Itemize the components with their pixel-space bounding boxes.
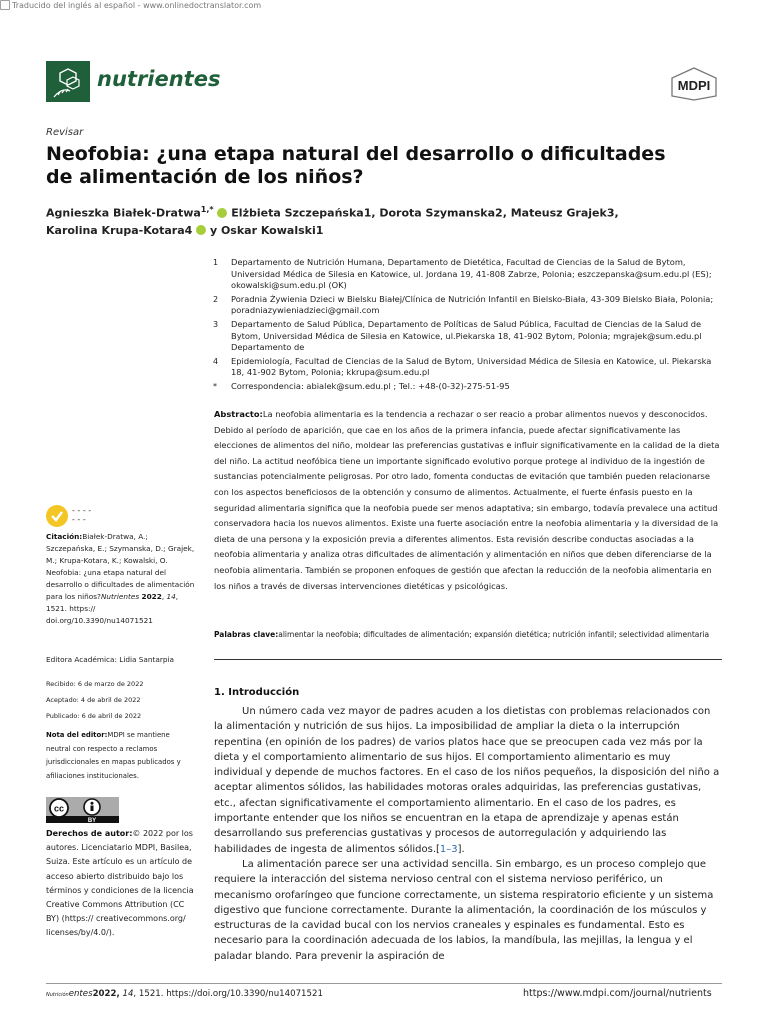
footer-year: 2022, <box>92 989 120 999</box>
editor-note <box>46 729 196 783</box>
cc-by-license-icon[interactable] <box>46 797 119 823</box>
footer-journal-small: Nutrición <box>46 992 69 998</box>
affiliation-item: 4 Epidemiología, Facultad de Ciencias de la Salud de Bytom, Universidad Médica de Silesia en Katowice, ul. Piekarska 18, 41-902 Bytom, Polonia; kkrupa@sum.edu.pl <box>213 355 712 378</box>
citation-block: Citación:Białek-Dratwa, A.; Szczepańska, E.; Szymanska, D.; Grajek, M.; Krupa-Kotara, K.; Kowalski, O. Neofobia: ¿una etapa natural del desarrollo o dificultades de alimentación para los niños?Nutrientes 2022, 14, 1521. https:// doi.org/10.3390/nu14071521 <box>46 532 195 625</box>
copyright-block <box>46 827 196 941</box>
authors <box>46 201 726 239</box>
mdpi-logo <box>666 66 722 102</box>
published-date: Publicado: 6 de abril de 2022 <box>46 712 142 720</box>
translation-banner-text: Traducido del inglés al español - www.onlinedoctranslator.com <box>12 0 262 10</box>
keywords-label: Palabras clave: <box>214 630 279 639</box>
abstract-text: La neofobia alimentaria es la tendencia a rechazar o ser reacio a probar alimentos nuevos y desconocidos. Debido al período de aparición, que cae en los años de la primera infancia, puede afectar significativamente las elecciones de alimentos del niño, moldear las preferencias gustativas e influir significativamente en la calidad de la dieta del niño. La actitud neofóbica tiene un importante significado evolutivo porque protege al individuo de la ingestión de sustancias potencialmente peligrosas. Por otro lado, fomenta conductas de evitación que también pueden relacionarse con los aspectos beneficiosos de la obtención y consumo de alimentos. Actualmente, el fuerte énfasis puesto en la seguridad alimentaria significa que la neofobia puede ser menos adaptativa; sin embargo, todavía prevalece una actitud conservadora hacia los nuevos alimentos. Existe una fuerte asociación entre la neofobia alimentaria y la diversidad de la dieta de una persona y la exposición previa a diferentes alimentos. Esta revisión describe conductas asociadas a la neofobia alimentaria y analiza otras dificultades de alimentación y alimentación en niños que deben diferenciarse de la neofobia alimentaria. También se proponen enfoques de gestión que afectan la reducción de la neofobia alimentaria en los niños a través de diversas intervenciones dietéticas y psicológicas. <box>214 409 720 591</box>
footer-volume: 14 <box>122 989 134 999</box>
affiliation-item: 2 Poradnia Żywienia Dzieci w Bielsku Białej/Clínica de Nutrición Infantil en Bielsko-Biała, 43-309 Bielsko Biała, Polonia; poradniazywieniadzieci@gmail.com <box>213 293 714 316</box>
citation-year: 2022 <box>141 592 162 601</box>
reference-link[interactable]: 1–3 <box>439 843 458 855</box>
authors-line2-rest: y Oskar Kowalski1 <box>209 223 324 237</box>
footer-journal-url[interactable]: https://www.mdpi.com/journal/nutrients <box>523 988 712 999</box>
keywords <box>214 629 724 640</box>
author-first: Agnieszka Białek-Dratwa <box>46 206 201 220</box>
cc-by-label: BY <box>87 818 97 823</box>
checkmark-icon <box>50 509 64 523</box>
footer-citation <box>46 989 323 999</box>
affiliation-correspondence: * Correspondencia: abialek@sum.edu.pl ; Tel.: +48-(0-32)-275-51-95 <box>213 380 510 391</box>
paragraph: La alimentación parece ser una actividad sencilla. Sin embargo, es un proceso complejo que requiere la interacción del sistema nervioso central con el sistema nervioso periférico, un mecanismo orofaríngeo que funcione correctamente, un sistema respiratorio eficiente y un sistema digestivo que funcione correctamente. Durante la alimentación, la coordinación de los músculos y estructuras de la cavidad bucal con los nervios craneales y espinales es fundamental. Esto es necesario para la coordinación adecuada de los labios, la mandíbula, las mejillas, la lengua y el paladar blando. Para prevenir la aspiración de <box>214 858 714 962</box>
footer-divider <box>46 983 722 984</box>
mdpi-logo-text: MDPI <box>677 78 711 93</box>
footer-journal: entes <box>68 989 93 999</box>
check-updates-text: - - - - - - - <box>72 506 92 524</box>
paragraph: Un número cada vez mayor de padres acuden a los dietistas con problemas relacionados con la alimentación y nutrición de sus hijos. La imposibilidad de ampliar la dieta o la interrupción repentina (en opinión de los padres) de varios platos hace que se preocupen cada vez más por la dieta y el comportamiento alimentario de sus hijos. El comportamiento alimentario es muy individual y depende de muchos factores. En el caso de los niños pequeños, la disposición del niño a aceptar alimentos sólidos, las habilidades motoras orales adquiridas, las preferencias gustativas, etc., afectan significativamente el comportamiento alimentario. En el caso de los padres, es importante entender que los niños se encuentran en la etapa de aprendizaje y apenas están desarrollando sus preferencias gustativas y procesos de autorregulación y adquiriendo las habilidades de ingesta de alimentos sólidos.[1–3]. <box>214 706 720 855</box>
affiliation-item: 3 Departamento de Salud Pública, Departamento de Políticas de Salud Pública, Facultad de Ciencias de la Salud de Bytom, Universidad Médica de Silesia en Katowice, ul.Piekarska 18, 41-902 Bytom, Polonia; mgrajek@sum.edu.pl Departamento de <box>213 318 702 353</box>
copyright-text: © 2022 por los autores. Licenciatario MDPI, Basilea, Suiza. Este artículo es un artículo de acceso abierto distribuido bajo los términos y condiciones de la licencia Creative Commons Attribution (CC BY) (https:// creativecommons.org/ licenses/by/4.0/). <box>46 829 194 938</box>
introduction-body <box>214 704 722 964</box>
journal-logo-icon <box>46 61 90 102</box>
journal-name: nutrientes <box>97 67 221 91</box>
dates-block <box>46 676 196 724</box>
abstract <box>214 407 724 594</box>
received-date: Recibido: 6 de marzo de 2022 <box>46 680 144 688</box>
accepted-date: Aceptado: 4 de abril de 2022 <box>46 696 141 704</box>
section-title: 1. Introducción <box>214 687 300 698</box>
abstract-label: Abstracto: <box>214 409 263 419</box>
citation-text: Białek-Dratwa, A.; Szczepańska, E.; Szymanska, D.; Grajek, M.; Krupa-Kotara, K.; Kowalski, O. Neofobia: ¿una etapa natural del desarrollo o dificultades de alimentación para los niños? <box>46 532 195 601</box>
citation-volume: 14 <box>166 592 176 601</box>
translation-banner[interactable] <box>0 0 261 10</box>
author-first-superscript: 1,* <box>200 205 214 214</box>
orcid-icon[interactable] <box>217 208 227 218</box>
orcid-icon[interactable] <box>196 225 206 235</box>
article-title: Neofobia: ¿una etapa natural del desarrollo o dificultades de alimentación de los niños? <box>46 143 666 188</box>
article-type: Revisar <box>46 127 84 138</box>
citation-doi[interactable]: , 1521. https:// doi.org/10.3390/nu14071521 <box>46 592 179 625</box>
citation-label: Citación: <box>46 532 83 541</box>
svg-text:cc: cc <box>53 803 65 814</box>
authors-line1-rest: Elżbieta Szczepańska1, Dorota Szymanska2, Mateusz Grajek3, <box>231 206 619 220</box>
footer-doi[interactable]: , 1521. https://doi.org/10.3390/nu14071521 <box>133 989 323 999</box>
editor-note-text: MDPI se mantiene neutral con respecto a reclamos jurisdiccionales en mapas publicados y afiliaciones institucionales. <box>46 731 181 780</box>
affiliation-item: 1 Departamento de Nutrición Humana, Departamento de Dietética, Facultad de Ciencias de la Salud de Bytom, Universidad Médica de Silesia en Katowice, ul. Jordana 19, 41-808 Zabrze, Polonia; eszczepanska@sum.edu.pl (ES); okowalski@sum.edu.pl (OK) <box>213 257 712 291</box>
copyright-label: Derechos de autor: <box>46 829 133 838</box>
academic-editor: Editora Académica: Lidia Santarpia <box>46 655 174 664</box>
keywords-text: alimentar la neofobia; dificultades de alimentación; expansión dietética; nutrición infantil; selectividad alimentaria <box>278 630 710 639</box>
section-divider <box>214 659 722 660</box>
citation-journal: Nutrientes <box>100 592 140 601</box>
translate-icon <box>0 0 10 10</box>
author-krupa: Karolina Krupa-Kotara4 <box>46 223 193 237</box>
affiliations <box>213 257 723 395</box>
editor-note-label: Nota del editor: <box>46 731 108 739</box>
